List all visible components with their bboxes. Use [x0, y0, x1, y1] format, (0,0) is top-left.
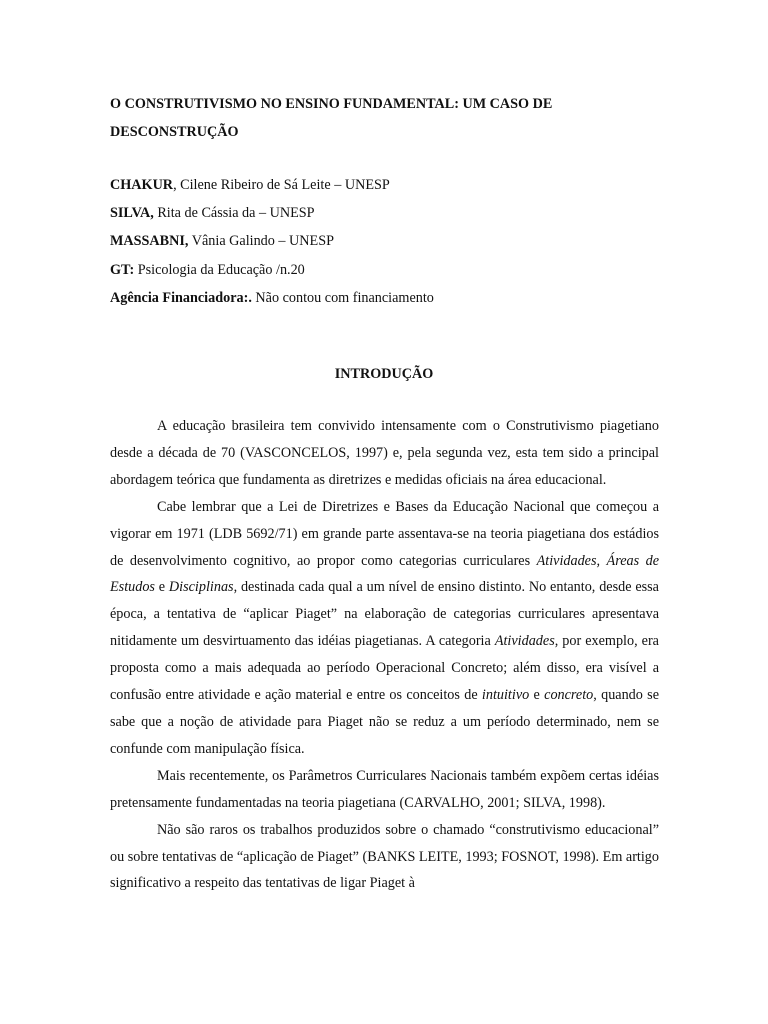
funding-line	[110, 284, 670, 312]
funding-label: Agência Financiadora:.	[110, 289, 252, 306]
paragraph-2-emphasis: Atividades	[494, 633, 555, 650]
author-line-massabni	[110, 227, 670, 255]
paragraph-2-emphasis: Disciplinas	[168, 579, 234, 596]
paragraph-2-emphasis: concreto	[544, 687, 594, 704]
paragraph-2-text: Cabe lembrar que a Lei de Diretrizes e Bases da Educação Nacional que começou a vigorar em 1971 (LDB 5692/71) em grande parte assentava-se na teoria piagetiana dos estádios de desenvolvimento cognitivo, ao propor como categorias curriculares	[110, 498, 659, 569]
gt-label: GT:	[110, 261, 135, 278]
body-text	[110, 413, 659, 897]
author-block	[110, 171, 670, 312]
paragraph-2-text: , quando se sabe que a noção de atividade para Piaget não se reduz a um período determinado, nem se confunde com manipulação física.	[110, 687, 659, 757]
paragraph-4: Não são raros os trabalhos produzidos sobre o chamado “construtivismo educacional” ou sobre tentativas de “aplicação de Piaget” (BANKS LEITE, 1993; FOSNOT, 1998). Em artigo significativo a respeito das tentativas de ligar Piaget à	[110, 821, 659, 892]
paragraph-2-emphasis: Atividades, Áreas de Estudos	[110, 552, 659, 596]
working-group-line	[110, 256, 670, 284]
author-label: MASSABNI,	[110, 233, 189, 250]
document-title: O CONSTRUTIVISMO NO ENSINO FUNDAMENTAL: UM CASO DE DESCONSTRUÇÃO	[110, 96, 553, 140]
author-text: , Cilene Ribeiro de Sá Leite – UNESP	[173, 177, 390, 193]
paragraph-2-text: , destinada cada qual a um nível de ensino distinto. No entanto, desde essa época, a tentativa de “aplicar Piaget” na elaboração de categorias curriculares apresentava nitidamente um desvirtuamento das idéias piagetianas. A categoria	[110, 579, 659, 650]
paragraph-2	[110, 494, 659, 763]
section-heading: INTRODUÇÃO	[334, 366, 434, 382]
author-label: CHAKUR	[110, 177, 174, 193]
funding-text: Não contou com financiamento	[251, 289, 434, 306]
paragraph-2-emphasis: intuitivo	[481, 687, 530, 704]
paragraph-2-text: , por exemplo, era proposta como a mais adequada ao período Operacional Concreto; além disso, era visível a confusão entre atividade e ação material e entre os conceitos de	[110, 633, 659, 704]
paragraph-2-text: e	[529, 687, 545, 704]
paragraph-1: A educação brasileira tem convivido intensamente com o Construtivismo piagetiano desde a década de 70 (VASCONCELOS, 1997) e, pela segunda vez, esta tem sido a principal abordagem teórica que fundamenta as diretrizes e medidas oficiais na área educacional.	[110, 418, 659, 488]
author-line-chakur	[110, 171, 670, 199]
paragraph-2-text: e	[154, 579, 169, 596]
gt-text: Psicologia da Educação /n.20	[134, 261, 305, 278]
author-label: SILVA,	[110, 205, 154, 222]
author-text: Vânia Galindo – UNESP	[188, 233, 334, 250]
paragraph-3: Mais recentemente, os Parâmetros Curriculares Nacionais também expõem certas idéias pretensamente fundamentadas na teoria piagetiana (CARVALHO, 2001; SILVA, 1998).	[110, 767, 659, 811]
author-line-silva	[110, 199, 670, 227]
author-text: Rita de Cássia da – UNESP	[153, 205, 315, 222]
